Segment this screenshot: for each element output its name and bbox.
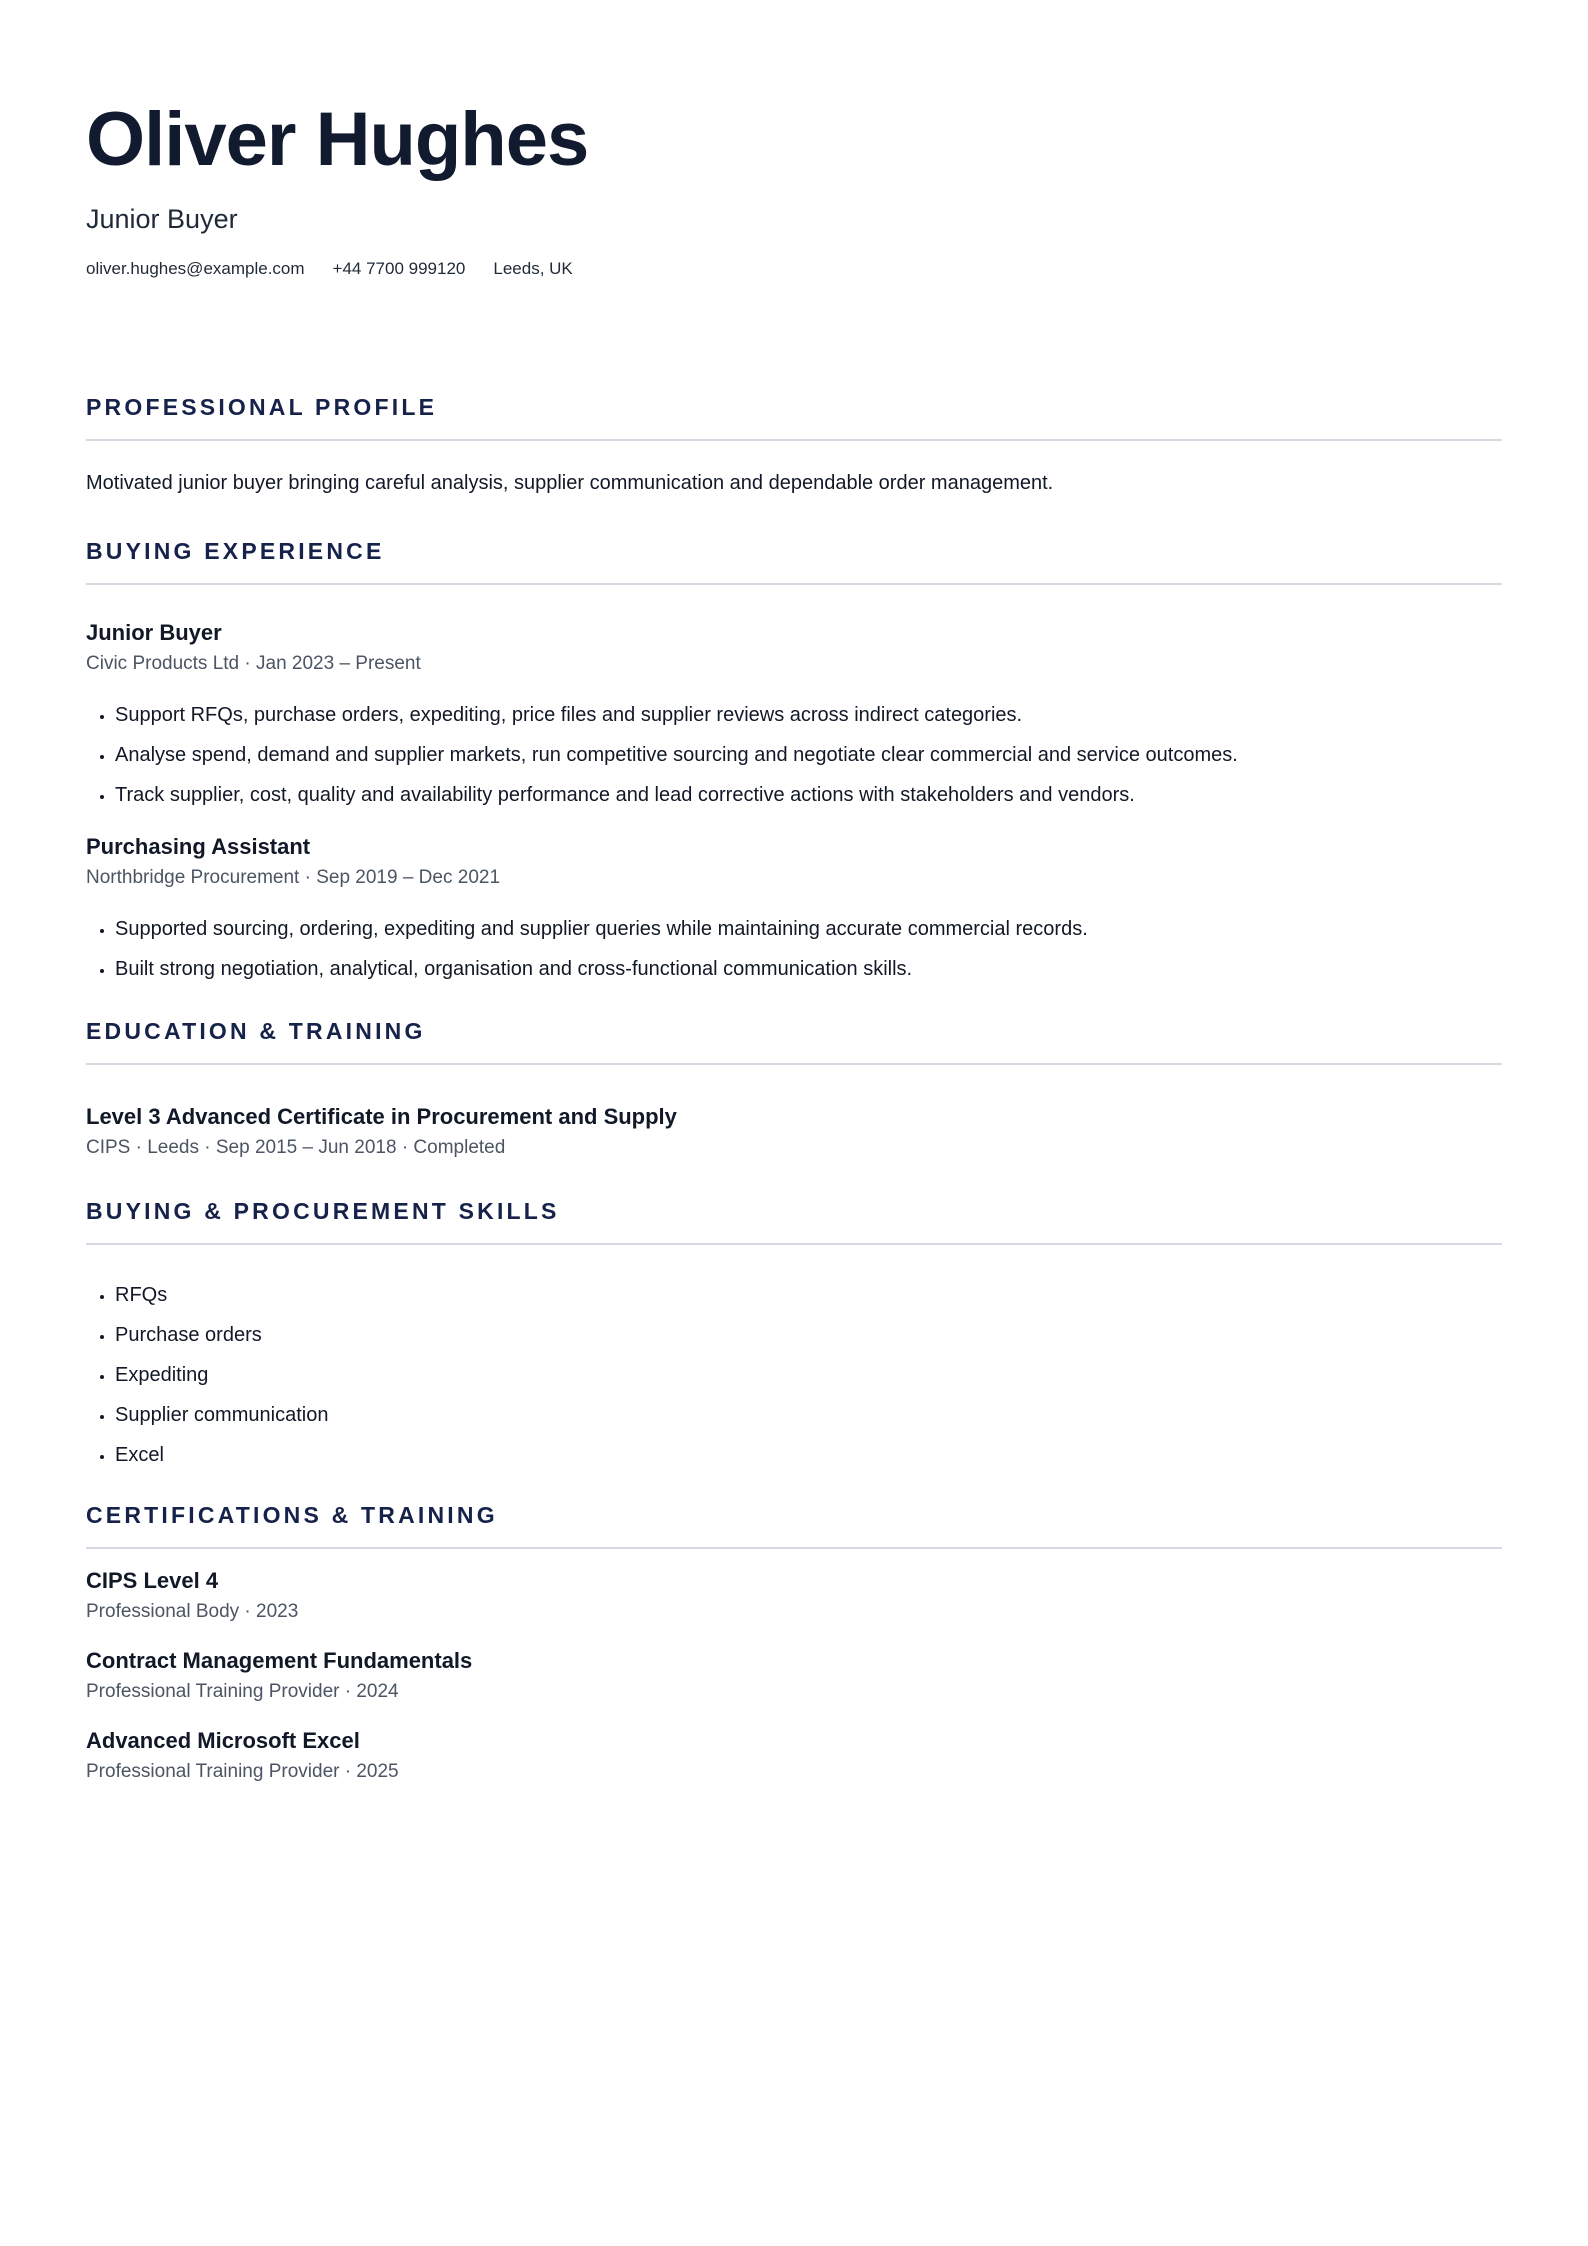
education-title: Level 3 Advanced Certificate in Procurement and Supply <box>86 1104 677 1129</box>
section-heading: PROFESSIONAL PROFILE <box>86 393 1502 441</box>
job-title: Junior Buyer <box>86 620 222 645</box>
job-title: Purchasing Assistant <box>86 834 311 859</box>
candidate-title: Junior Buyer <box>86 204 238 234</box>
certification-title: Advanced Microsoft Excel <box>86 1728 360 1753</box>
section-heading: BUYING EXPERIENCE <box>86 537 1502 585</box>
job-bullet: • Track supplier, cost, quality and availability performance and lead corrective actions with stakeholders and vendors. <box>115 781 1502 809</box>
job-entry <box>86 619 1502 809</box>
job-bullet: • Built strong negotiation, analytical, organisation and cross-functional communication skills. <box>115 955 1502 983</box>
contact-location: Leeds, UK <box>493 259 573 278</box>
job-meta: Civic Products Ltd · Jan 2023 – Present <box>86 653 421 674</box>
profile-summary: Motivated junior buyer bringing careful analysis, supplier communication and dependable order management. <box>86 472 1054 494</box>
job-bullets <box>86 701 1502 809</box>
skill-item: • Excel <box>115 1441 1502 1469</box>
education-meta: CIPS · Leeds · Sep 2015 – Jun 2018 · Completed <box>86 1137 506 1158</box>
contact-email: oliver.hughes@example.com <box>86 259 305 278</box>
skills-list <box>86 1281 1502 1469</box>
certification-meta: Professional Training Provider · 2025 <box>86 1761 399 1782</box>
contact-phone: +44 7700 999120 <box>332 259 466 278</box>
job-meta: Northbridge Procurement · Sep 2019 – Dec 2021 <box>86 867 501 888</box>
contact-info <box>86 258 1502 280</box>
skills-section <box>86 1197 1502 1469</box>
section-heading: CERTIFICATIONS & TRAINING <box>86 1501 1502 1549</box>
skill-item: • Purchase orders <box>115 1321 1502 1349</box>
certification-entry <box>86 1727 1502 1785</box>
job-bullets <box>86 915 1502 983</box>
job-bullet: • Support RFQs, purchase orders, expediting, price files and supplier reviews across indirect categories. <box>115 701 1502 729</box>
skill-item: • RFQs <box>115 1281 1502 1309</box>
skill-item: • Supplier communication <box>115 1401 1502 1429</box>
candidate-name: Oliver Hughes <box>86 97 589 182</box>
section-heading: EDUCATION & TRAINING <box>86 1017 1502 1065</box>
section-heading: BUYING & PROCUREMENT SKILLS <box>86 1197 1502 1245</box>
certification-entry <box>86 1567 1502 1625</box>
education-section <box>86 1017 1502 1161</box>
certification-title: CIPS Level 4 <box>86 1568 219 1593</box>
certification-meta: Professional Training Provider · 2024 <box>86 1681 399 1702</box>
job-bullet: • Supported sourcing, ordering, expediting and supplier queries while maintaining accurate commercial records. <box>115 915 1502 943</box>
experience-section <box>86 537 1502 983</box>
certification-entry <box>86 1647 1502 1705</box>
resume-header <box>86 0 1502 280</box>
certification-meta: Professional Body · 2023 <box>86 1601 299 1622</box>
certifications-section <box>86 1501 1502 1785</box>
education-entry <box>86 1103 1502 1161</box>
profile-section <box>86 393 1502 497</box>
job-entry <box>86 833 1502 983</box>
skill-item: • Expediting <box>115 1361 1502 1389</box>
job-bullet: • Analyse spend, demand and supplier markets, run competitive sourcing and negotiate clear commercial and service outcomes. <box>115 741 1502 769</box>
certification-title: Contract Management Fundamentals <box>86 1648 473 1673</box>
